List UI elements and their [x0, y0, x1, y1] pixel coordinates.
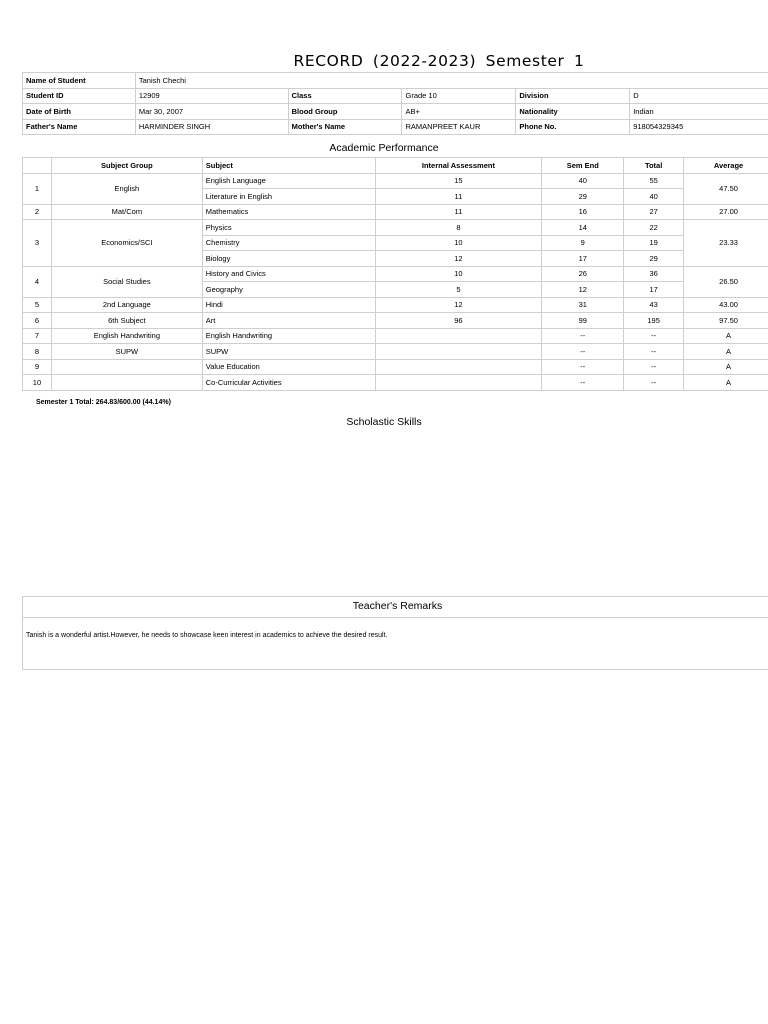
subject-name: History and Civics	[202, 266, 375, 282]
internal-assessment: 10	[375, 235, 542, 251]
student-dob: Mar 30, 2007	[135, 104, 288, 120]
header-subject-group: Subject Group	[51, 158, 202, 174]
performance-rows	[23, 173, 768, 390]
student-name: Tanish Chechi	[135, 73, 768, 89]
subject-group: Economics/SCI	[51, 220, 202, 267]
total: --	[624, 359, 684, 375]
student-class: Grade 10	[402, 88, 516, 104]
total: 19	[624, 235, 684, 251]
id-label: Student ID	[23, 88, 136, 104]
table-row	[23, 220, 768, 236]
table-row	[23, 266, 768, 282]
table-row	[23, 375, 768, 391]
row-number: 3	[23, 220, 52, 267]
subject-group: 2nd Language	[51, 297, 202, 313]
table-row	[23, 204, 768, 220]
table-row	[23, 297, 768, 313]
row-number: 8	[23, 344, 52, 360]
row-number: 4	[23, 266, 52, 297]
info-row	[23, 73, 768, 89]
average: A	[684, 328, 768, 344]
subject-name: Hindi	[202, 297, 375, 313]
header-average: Average	[684, 158, 768, 174]
internal-assessment	[375, 375, 542, 391]
row-number: 9	[23, 359, 52, 375]
sem-end: --	[542, 328, 624, 344]
subject-group: Mat/Com	[51, 204, 202, 220]
info-row	[23, 88, 768, 104]
subject-group: English	[51, 173, 202, 204]
internal-assessment: 8	[375, 220, 542, 236]
subject-name: Geography	[202, 282, 375, 298]
mother-label: Mother's Name	[288, 119, 402, 135]
row-number: 10	[23, 375, 52, 391]
info-row	[23, 104, 768, 120]
internal-assessment	[375, 344, 542, 360]
internal-assessment: 12	[375, 251, 542, 267]
total: --	[624, 375, 684, 391]
division-label: Division	[516, 88, 630, 104]
subject-group: 6th Subject	[51, 313, 202, 329]
sem-end: --	[542, 344, 624, 360]
table-row	[23, 344, 768, 360]
subject-name: Mathematics	[202, 204, 375, 220]
class-label: Class	[288, 88, 402, 104]
nationality-label: Nationality	[516, 104, 630, 120]
subject-group	[51, 375, 202, 391]
phone-number: 918054329345	[630, 119, 768, 135]
name-label: Name of Student	[23, 73, 136, 89]
subject-group: Social Studies	[51, 266, 202, 297]
total: 43	[624, 297, 684, 313]
sem-end: 9	[542, 235, 624, 251]
header-internal-assessment: Internal Assessment	[375, 158, 542, 174]
header-subject: Subject	[202, 158, 375, 174]
table-row	[23, 173, 768, 189]
sem-end: 26	[542, 266, 624, 282]
sem-end: 14	[542, 220, 624, 236]
academic-performance-table	[22, 157, 768, 391]
internal-assessment: 96	[375, 313, 542, 329]
internal-assessment: 5	[375, 282, 542, 298]
subject-group	[51, 359, 202, 375]
remarks-text: Tanish is a wonderful artist.However, he needs to showcase keen interest in academics to achieve the desired result.	[26, 632, 388, 639]
scholastic-skills-title: Scholastic Skills	[346, 416, 422, 428]
mother-name: RAMANPREET KAUR	[402, 119, 516, 135]
subject-name: SUPW	[202, 344, 375, 360]
row-number: 1	[23, 173, 52, 204]
phone-label: Phone No.	[516, 119, 630, 135]
total: 17	[624, 282, 684, 298]
sem-end: 17	[542, 251, 624, 267]
total: 29	[624, 251, 684, 267]
sem-end: 40	[542, 173, 624, 189]
average: 23.33	[684, 220, 768, 267]
average: A	[684, 375, 768, 391]
academic-performance-title: Academic Performance	[329, 142, 439, 154]
subject-name: Value Education	[202, 359, 375, 375]
blood-label: Blood Group	[288, 104, 402, 120]
average: 47.50	[684, 173, 768, 204]
student-division: D	[630, 88, 768, 104]
average: A	[684, 344, 768, 360]
father-label: Father's Name	[23, 119, 136, 135]
record-title: RECORD (2022-2023) Semester 1	[293, 52, 585, 70]
row-number: 6	[23, 313, 52, 329]
sem-end: 99	[542, 313, 624, 329]
total: --	[624, 344, 684, 360]
subject-group: SUPW	[51, 344, 202, 360]
subject-name: Literature in English	[202, 189, 375, 205]
total: --	[624, 328, 684, 344]
internal-assessment	[375, 328, 542, 344]
total: 195	[624, 313, 684, 329]
sem-end: --	[542, 375, 624, 391]
sem-end: 16	[542, 204, 624, 220]
teachers-remarks-box	[22, 596, 768, 670]
subject-name: English Handwriting	[202, 328, 375, 344]
semester-total: Semester 1 Total: 264.83/600.00 (44.14%)	[36, 399, 171, 406]
header-total: Total	[624, 158, 684, 174]
row-number: 5	[23, 297, 52, 313]
student-blood: AB+	[402, 104, 516, 120]
subject-name: Biology	[202, 251, 375, 267]
subject-group: English Handwriting	[51, 328, 202, 344]
average: 26.50	[684, 266, 768, 297]
remarks-title: Teacher's Remarks	[23, 597, 768, 618]
average: A	[684, 359, 768, 375]
table-row	[23, 313, 768, 329]
internal-assessment: 15	[375, 173, 542, 189]
average: 43.00	[684, 297, 768, 313]
average: 97.50	[684, 313, 768, 329]
student-info-table	[22, 72, 768, 135]
internal-assessment: 11	[375, 189, 542, 205]
header-no	[23, 158, 52, 174]
row-number: 7	[23, 328, 52, 344]
average: 27.00	[684, 204, 768, 220]
total: 40	[624, 189, 684, 205]
info-row	[23, 119, 768, 135]
subject-name: English Language	[202, 173, 375, 189]
internal-assessment: 10	[375, 266, 542, 282]
father-name: HARMINDER SINGH	[135, 119, 288, 135]
internal-assessment: 12	[375, 297, 542, 313]
student-nationality: Indian	[630, 104, 768, 120]
subject-name: Physics	[202, 220, 375, 236]
internal-assessment	[375, 359, 542, 375]
subject-name: Co-Curricular Activities	[202, 375, 375, 391]
sem-end: 29	[542, 189, 624, 205]
total: 55	[624, 173, 684, 189]
row-number: 2	[23, 204, 52, 220]
table-header-row	[23, 158, 768, 174]
total: 22	[624, 220, 684, 236]
subject-name: Art	[202, 313, 375, 329]
sem-end: --	[542, 359, 624, 375]
sem-end: 12	[542, 282, 624, 298]
subject-name: Chemistry	[202, 235, 375, 251]
student-id: 12909	[135, 88, 288, 104]
total: 27	[624, 204, 684, 220]
sem-end: 31	[542, 297, 624, 313]
total: 36	[624, 266, 684, 282]
table-row	[23, 359, 768, 375]
header-sem-end: Sem End	[542, 158, 624, 174]
dob-label: Date of Birth	[23, 104, 136, 120]
table-row	[23, 328, 768, 344]
internal-assessment: 11	[375, 204, 542, 220]
